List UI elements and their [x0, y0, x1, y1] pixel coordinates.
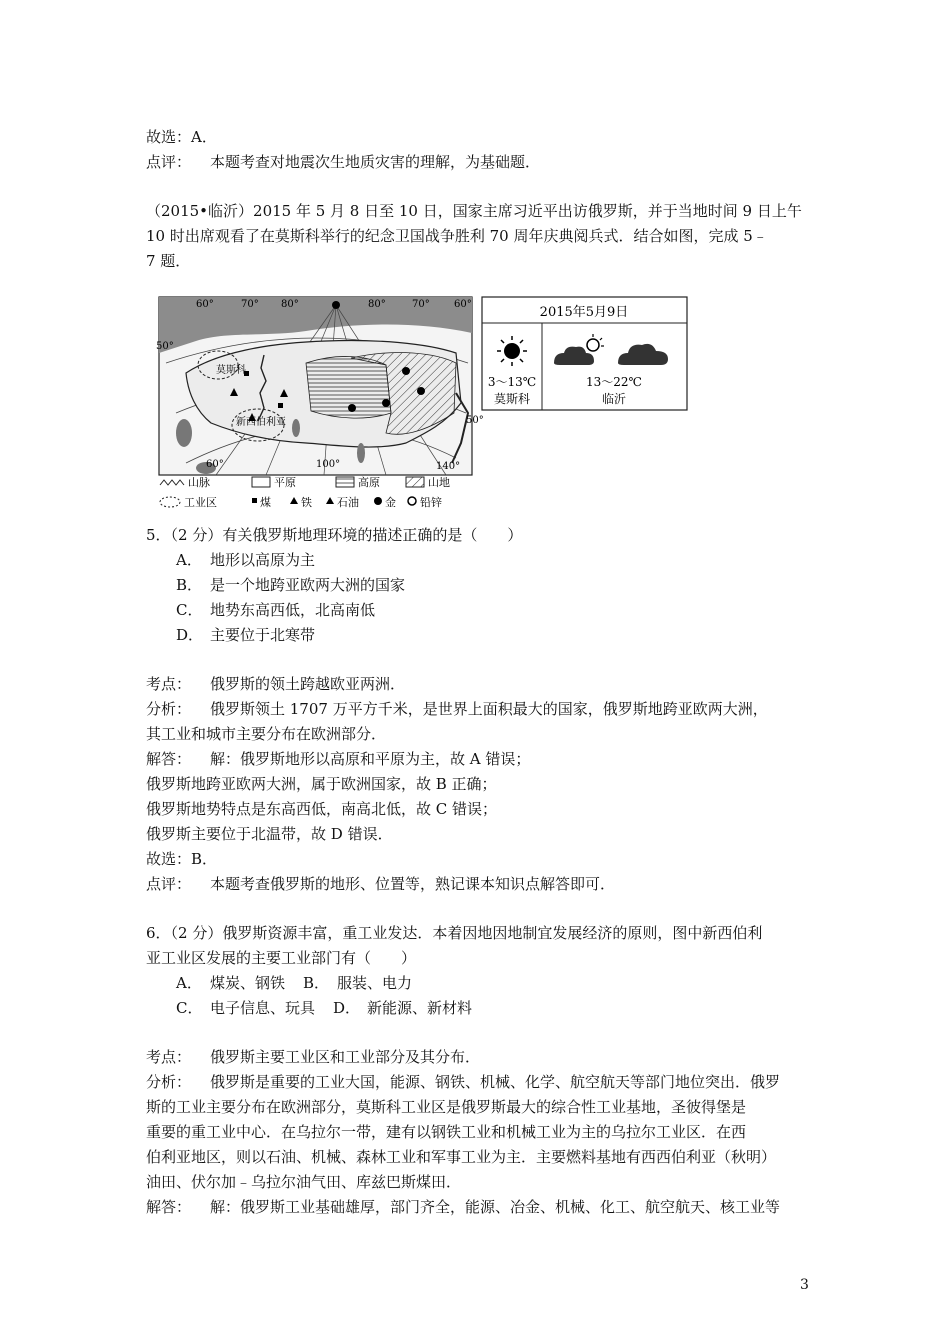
lead-zinc-icon: [408, 497, 416, 505]
map-legend: [160, 475, 450, 509]
q5-jieda-line-3: 俄罗斯地势特点是东高西低，南高北低，故 C 错误；: [146, 800, 498, 818]
q5-kaodian: 考点： 俄罗斯的领土跨越欧亚两洲．: [146, 675, 406, 693]
prev-comment: [146, 151, 540, 173]
linyi-name: 临沂: [601, 392, 627, 406]
intro-line-2: 10 时出席观看了在莫斯科举行的纪念卫国战争胜利 70 周年庆典阅兵式．结合如图，完成 5﹣: [146, 227, 768, 245]
moscow-label: 莫斯科: [216, 365, 246, 376]
comment-label: 点评：: [146, 153, 192, 171]
legend-label: 山脉: [188, 476, 210, 489]
lake-baikal: [357, 443, 365, 463]
legend-label: 金: [385, 496, 396, 509]
lon-label: 60°: [454, 299, 472, 310]
moscow-temp: 3～13℃: [487, 375, 537, 389]
q5-option-b: B． 是一个地跨亚欧两大洲的国家: [176, 576, 406, 594]
q6-fenxi-line-2: 斯的工业主要分布在欧洲部分，莫斯科工业区是俄罗斯最大的综合性工业基地，圣彼得堡是: [146, 1098, 747, 1116]
hills-icon: [406, 477, 424, 487]
industrial-zone-icon: [160, 497, 180, 507]
lon-label: 80°: [368, 299, 386, 310]
q5-answer: 故选：B．: [146, 850, 218, 868]
legend-label: 工业区: [184, 496, 217, 509]
q6-stem-line-1: 6．（2 分）俄罗斯资源丰富，重工业发达．本着因地因地制宜发展经济的原则，图中新西伯利: [146, 924, 763, 942]
lon-label: 70°: [412, 299, 430, 310]
q5-option-a: A． 地形以高原为主: [176, 551, 316, 569]
q5-jieda-line-2: 俄罗斯地跨亚欧两大洲，属于欧洲国家，故 B 正确；: [146, 775, 497, 793]
legend-label: 石油: [337, 496, 359, 509]
legend-label: 山地: [428, 476, 450, 489]
q5-stem: 5．（2 分）有关俄罗斯地理环境的描述正确的是（ ）: [146, 526, 523, 544]
lon-label: 60°: [206, 459, 224, 470]
q5-jieda-line-4: 俄罗斯主要位于北温带，故 D 错误．: [146, 825, 393, 843]
gold-icon: [402, 367, 410, 375]
lon-label: 80°: [281, 299, 299, 310]
novosibirsk-label: 新西伯利亚: [236, 417, 286, 428]
q6-options-row-2: C． 电子信息、玩具 D． 新能源、新材料: [176, 999, 473, 1017]
legend-label: 铅锌: [420, 496, 442, 509]
iron-icon: [290, 497, 298, 504]
map-panel: [156, 297, 484, 475]
coal-icon: [278, 403, 283, 408]
q5-fenxi: 分析： 俄罗斯领土 1707 万平方千米，是世界上面积最大的国家，俄罗斯地跨亚欧两大洲，: [146, 700, 768, 718]
legend-label: 平原: [274, 476, 296, 489]
q5-fenxi-line-2: 其工业和城市主要分布在欧洲部分．: [146, 725, 387, 743]
plain-icon: [252, 477, 270, 487]
oil-icon: [326, 497, 334, 504]
q6-stem-line-2: 亚工业区发展的主要工业部门有（ ）: [146, 949, 417, 967]
q5-jieda: 解答： 解：俄罗斯地形以高原和平原为主，故 A 错误；: [146, 750, 531, 768]
lon-label: 60°: [196, 299, 214, 310]
q6-options-row-1: A． 煤炭、钢铁 B． 服装、电力: [176, 974, 413, 992]
legend-label: 煤: [260, 496, 271, 509]
legend-label: 高原: [358, 476, 380, 489]
lon-label: 100°: [316, 459, 341, 470]
lon-label: 140°: [436, 461, 461, 472]
gold-icon: [417, 387, 425, 395]
lat-label: 50°: [156, 341, 174, 352]
q6-fenxi-line-5: 油田、伏尔加﹣乌拉尔油气田、库兹巴斯煤田．: [146, 1173, 462, 1191]
moscow-name: 莫斯科: [493, 392, 531, 406]
weather-panel: [482, 297, 687, 410]
russia-map-figure: [156, 293, 691, 513]
q5-option-c: C． 地势东高西低，北高南低: [176, 601, 376, 619]
page-number: 3: [800, 1277, 809, 1293]
north-pole-marker: [332, 301, 340, 309]
weather-date: 2015年5月9日: [539, 305, 629, 320]
prev-answer: 故选：A．: [146, 128, 217, 146]
q6-fenxi-line-3: 重要的重工业中心．在乌拉尔一带，建有以钢铁工业和机械工业为主的乌拉尔工业区．在西: [146, 1123, 747, 1141]
lon-label: 70°: [241, 299, 259, 310]
caspian-sea: [176, 419, 192, 447]
mountain-range-icon: [160, 480, 184, 485]
intro-line-1: （2015•临沂）2015 年 5 月 8 日至 10 日，国家主席习近平出访俄罗斯，并于当地时间 9 日上午: [146, 202, 802, 220]
gold-icon: [382, 399, 390, 407]
linyi-temp: 13～22℃: [586, 375, 642, 389]
legend-label: 铁: [301, 496, 312, 509]
q6-kaodian: 考点： 俄罗斯主要工业区和工业部分及其分布．: [146, 1048, 481, 1066]
gold-icon: [348, 404, 356, 412]
plateau-icon: [336, 477, 354, 487]
lat-label: 50°: [466, 415, 484, 426]
gold-icon: [374, 497, 382, 505]
q6-jieda: 解答： 解：俄罗斯工业基础雄厚，部门齐全，能源、冶金、机械、化工、航空航天、核工业等: [146, 1198, 781, 1216]
q5-option-d: D． 主要位于北寒带: [176, 626, 316, 644]
q6-fenxi-line-4: 伯利亚地区，则以石油、机械、森林工业和军事工业为主．主要燃料基地有西西伯利亚（秋明）: [146, 1148, 777, 1166]
q6-fenxi: 分析： 俄罗斯是重要的工业大国，能源、钢铁、机械、化学、航空航天等部门地位突出．俄罗: [146, 1073, 781, 1091]
coal-icon: [252, 498, 257, 503]
intro-line-3: 7 题．: [146, 252, 191, 270]
q5-comment: 点评： 本题考查俄罗斯的地形、位置等，熟记课本知识点解答即可．: [146, 875, 616, 893]
comment-text: 本题考查对地震次生地质灾害的理解，为基础题．: [210, 153, 541, 171]
